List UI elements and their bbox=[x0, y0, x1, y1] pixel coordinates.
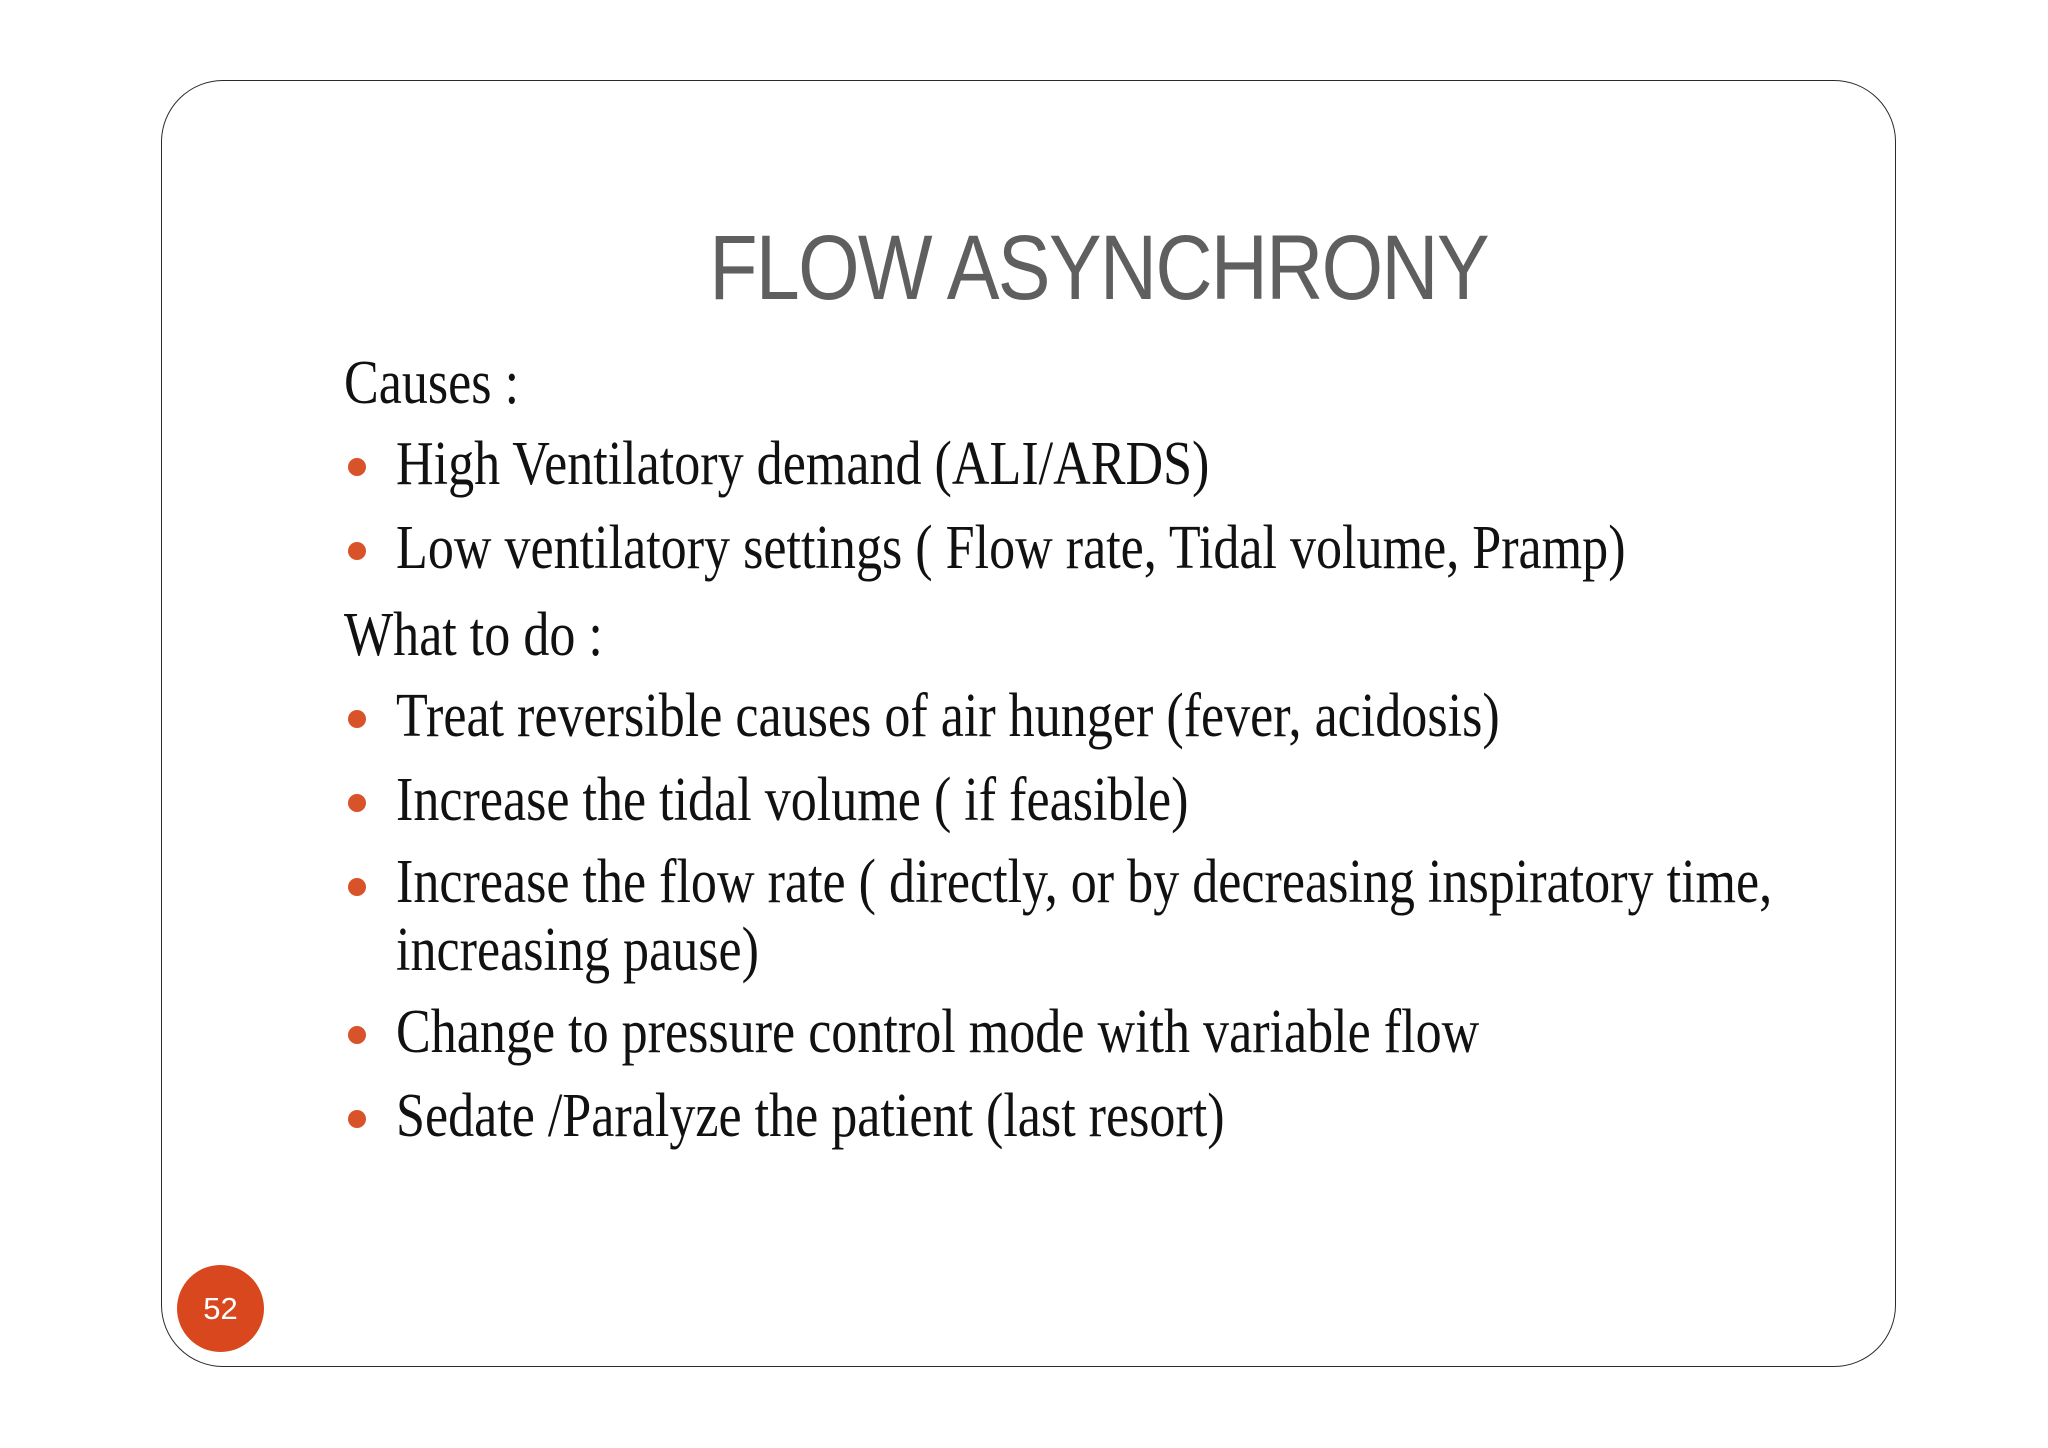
list-item-text: Sedate /Paralyze the patient (last resort) bbox=[396, 1082, 1225, 1150]
list-item bbox=[344, 764, 1864, 836]
list-item bbox=[344, 848, 1864, 984]
list-item bbox=[344, 428, 1864, 500]
list-item-text: High Ventilatory demand (ALI/ARDS) bbox=[396, 430, 1210, 498]
bullet-icon bbox=[348, 1026, 366, 1044]
list-item bbox=[344, 996, 1864, 1068]
slide-content bbox=[344, 344, 1864, 1164]
todo-heading: What to do : bbox=[344, 601, 603, 669]
bullet-icon bbox=[348, 1110, 366, 1128]
bullet-icon bbox=[348, 542, 366, 560]
list-item-text: Change to pressure control mode with variable flow bbox=[396, 998, 1480, 1066]
slide-title: FLOW ASYNCHRONY bbox=[709, 217, 1488, 319]
bullet-icon bbox=[348, 794, 366, 812]
list-item-text: Increase the flow rate ( directly, or by decreasing inspiratory time, increasing pause) bbox=[396, 848, 1773, 984]
causes-list bbox=[344, 428, 1864, 584]
bullet-icon bbox=[348, 458, 366, 476]
bullet-icon bbox=[348, 710, 366, 728]
list-item-text: Treat reversible causes of air hunger (fever, acidosis) bbox=[396, 682, 1500, 750]
page-number-badge: 52 bbox=[177, 1265, 264, 1352]
list-item bbox=[344, 512, 1864, 584]
list-item-text: Increase the tidal volume ( if feasible) bbox=[396, 766, 1189, 834]
causes-heading: Causes : bbox=[344, 349, 520, 417]
todo-list bbox=[344, 680, 1864, 1152]
list-item bbox=[344, 1080, 1864, 1152]
list-item-text: Low ventilatory settings ( Flow rate, Tidal volume, Pramp) bbox=[396, 514, 1626, 582]
list-item bbox=[344, 680, 1864, 752]
bullet-icon bbox=[348, 878, 366, 896]
